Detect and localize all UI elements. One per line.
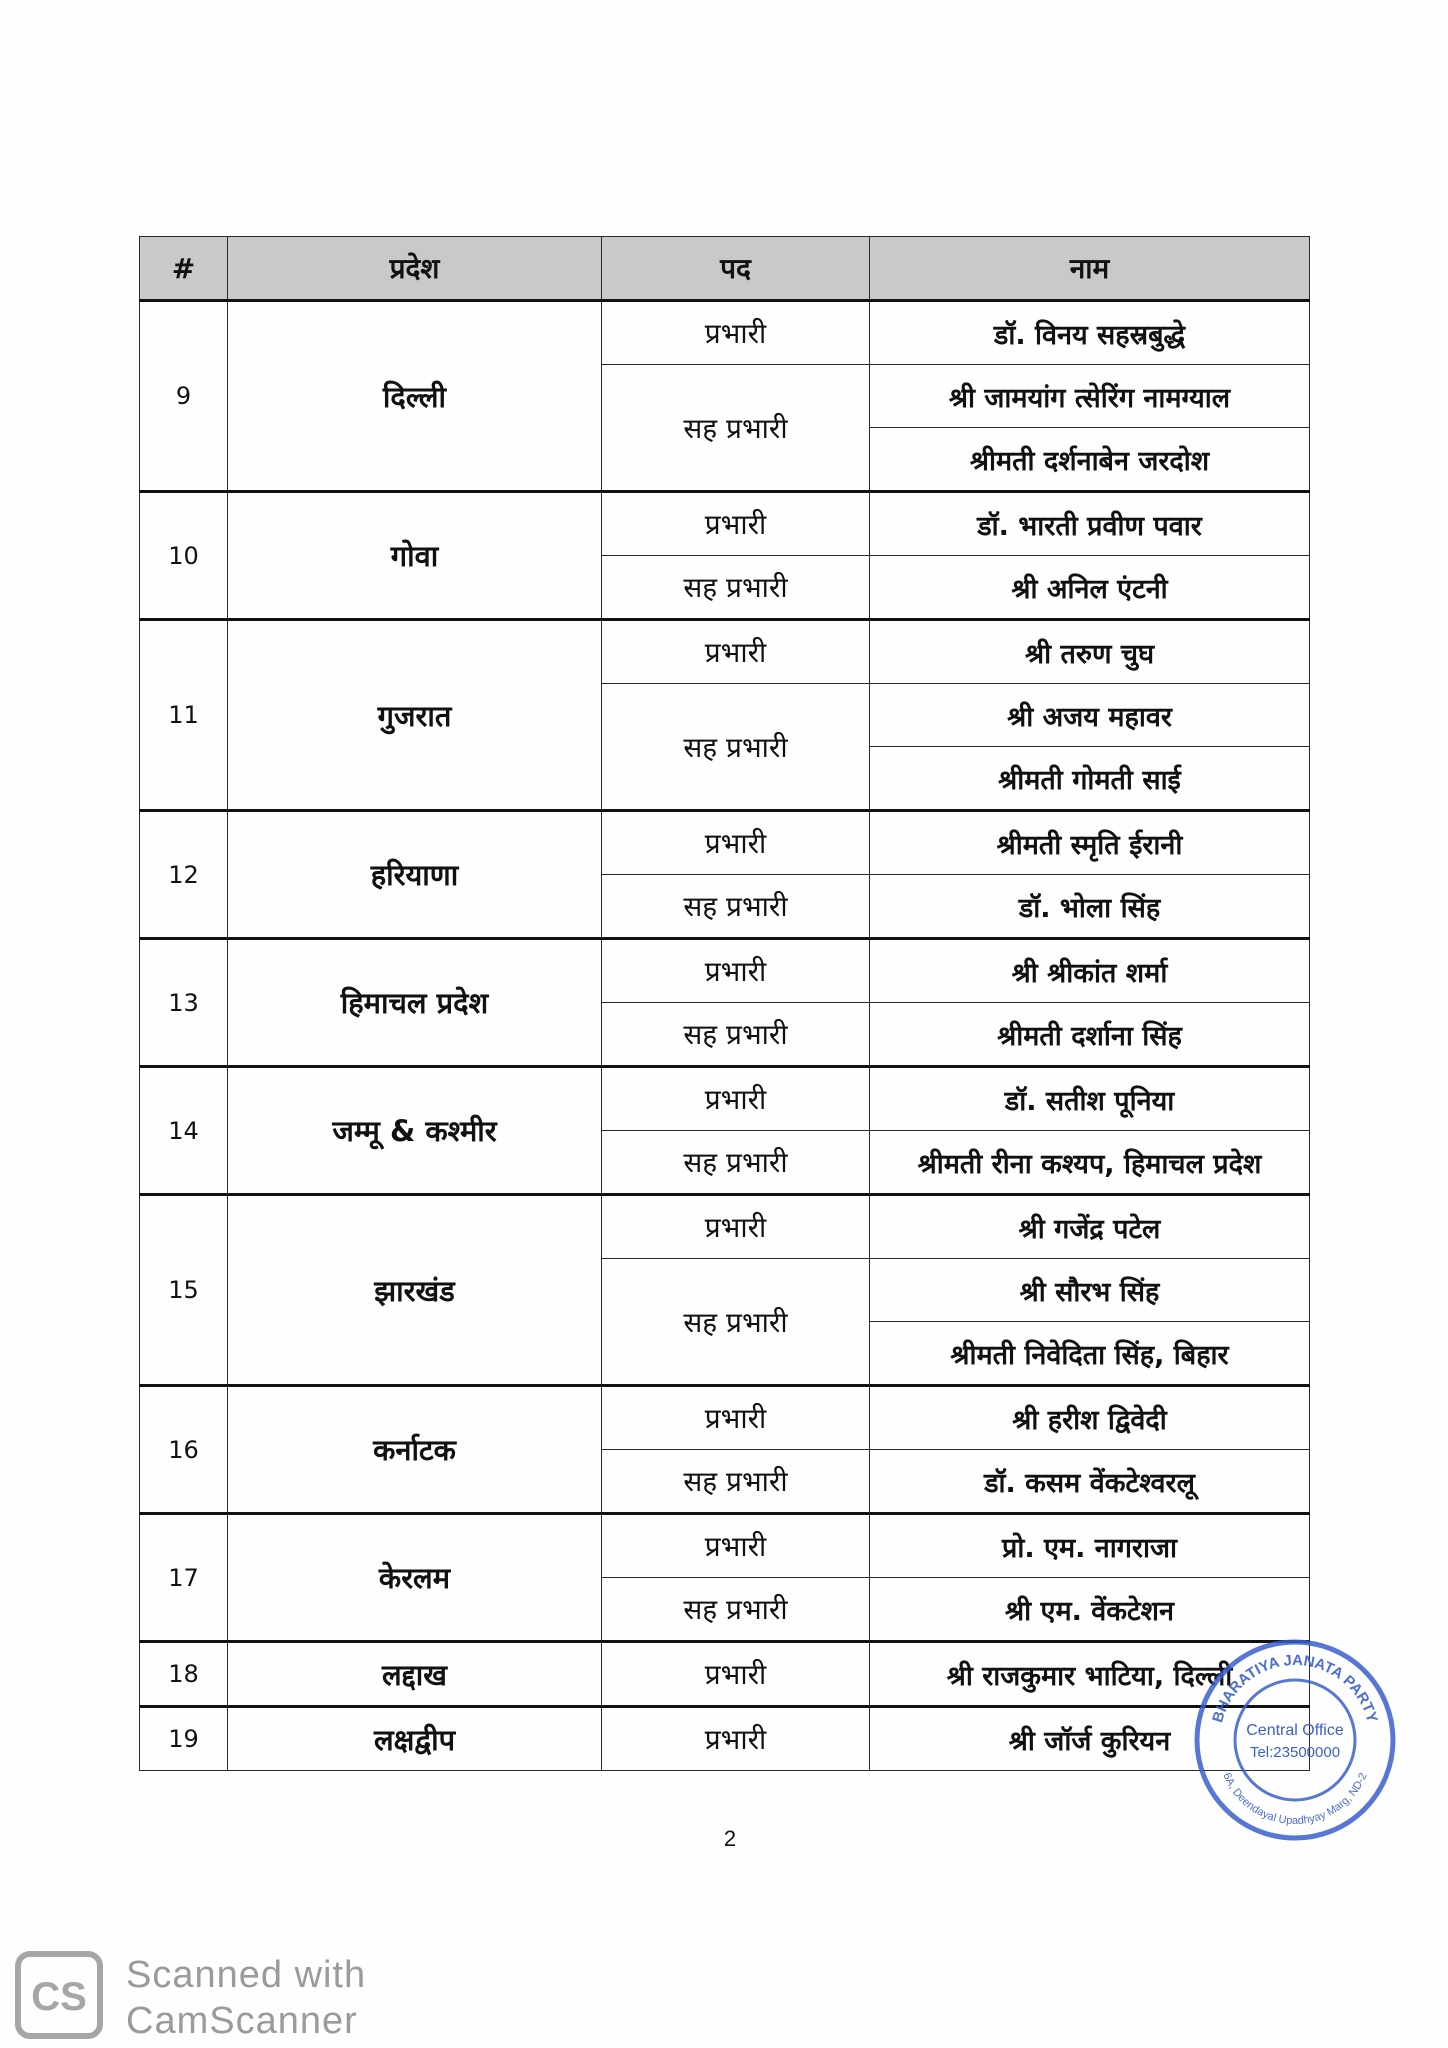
header-name: नाम	[870, 237, 1310, 301]
stamp-ring-text: BHARATIYA JANATA PARTY	[1209, 1651, 1381, 1725]
state-group	[140, 301, 1310, 492]
state-group	[140, 1386, 1310, 1514]
post-title: प्रभारी	[602, 1386, 870, 1450]
row-number: 12	[140, 811, 228, 939]
state-name: कर्नाटक	[228, 1386, 602, 1514]
person-name: श्री राजकुमार भाटिया, दिल्ली	[870, 1642, 1310, 1707]
table-row	[140, 492, 1310, 556]
state-name: गोवा	[228, 492, 602, 620]
state-group	[140, 1514, 1310, 1642]
person-name: डॉ. सतीश पूनिया	[870, 1067, 1310, 1131]
row-number: 18	[140, 1642, 228, 1707]
post-title: प्रभारी	[602, 620, 870, 684]
state-name: झारखंड	[228, 1195, 602, 1386]
person-name: श्री अनिल एंटनी	[870, 556, 1310, 620]
camscanner-logo-icon	[14, 1950, 104, 2040]
table-row	[140, 1642, 1310, 1707]
state-group	[140, 1642, 1310, 1707]
post-title: प्रभारी	[602, 1514, 870, 1578]
person-name: श्री तरुण चुघ	[870, 620, 1310, 684]
state-group	[140, 492, 1310, 620]
person-name: डॉ. भारती प्रवीण पवार	[870, 492, 1310, 556]
row-number: 16	[140, 1386, 228, 1514]
post-title: सह प्रभारी	[602, 684, 870, 811]
post-title: सह प्रभारी	[602, 1003, 870, 1067]
person-name: डॉ. कसम वेंकटेश्वरलू	[870, 1450, 1310, 1514]
state-group	[140, 1067, 1310, 1195]
post-title: प्रभारी	[602, 1195, 870, 1259]
post-title: प्रभारी	[602, 811, 870, 875]
person-name: श्रीमती स्मृति ईरानी	[870, 811, 1310, 875]
person-name: श्री सौरभ सिंह	[870, 1259, 1310, 1322]
person-name: श्रीमती रीना कश्यप, हिमाचल प्रदेश	[870, 1131, 1310, 1195]
table-row	[140, 620, 1310, 684]
camscanner-logo-text: CS	[31, 1975, 87, 2019]
person-name: डॉ. विनय सहस्रबुद्धे	[870, 301, 1310, 365]
row-number: 10	[140, 492, 228, 620]
row-number: 19	[140, 1707, 228, 1771]
state-name: दिल्ली	[228, 301, 602, 492]
post-title: प्रभारी	[602, 492, 870, 556]
header-number: #	[140, 237, 228, 301]
scanned-with-watermark	[126, 1952, 366, 2044]
post-title: सह प्रभारी	[602, 365, 870, 492]
person-name: श्री जामयांग त्सेरिंग नामग्याल	[870, 365, 1310, 428]
state-name: गुजरात	[228, 620, 602, 811]
post-title: प्रभारी	[602, 1707, 870, 1771]
post-title: सह प्रभारी	[602, 556, 870, 620]
post-title: प्रभारी	[602, 939, 870, 1003]
table-row	[140, 301, 1310, 365]
table-row	[140, 939, 1310, 1003]
table-row	[140, 1514, 1310, 1578]
post-title: सह प्रभारी	[602, 1450, 870, 1514]
watermark-line-1: Scanned with	[126, 1954, 367, 1996]
table-row	[140, 1195, 1310, 1259]
state-name: केरलम	[228, 1514, 602, 1642]
header-post: पद	[602, 237, 870, 301]
page-number: 2	[723, 1826, 737, 1851]
person-name: श्री एम. वेंकटेशन	[870, 1578, 1310, 1642]
table-row	[140, 811, 1310, 875]
row-number: 11	[140, 620, 228, 811]
person-name: श्रीमती गोमती साई	[870, 747, 1310, 811]
state-name: हरियाणा	[228, 811, 602, 939]
stamp-center-line2: Tel:23500000	[1249, 1744, 1341, 1761]
row-number: 17	[140, 1514, 228, 1642]
person-name: श्री श्रीकांत शर्मा	[870, 939, 1310, 1003]
row-number: 14	[140, 1067, 228, 1195]
state-name: लक्षद्वीप	[228, 1707, 602, 1771]
person-name: श्री हरीश द्विवेदी	[870, 1386, 1310, 1450]
table-row	[140, 1707, 1310, 1771]
state-name: लद्दाख	[228, 1642, 602, 1707]
post-title: प्रभारी	[602, 1642, 870, 1707]
table-row	[140, 1067, 1310, 1131]
row-number: 9	[140, 301, 228, 492]
person-name: श्रीमती निवेदिता सिंह, बिहार	[870, 1322, 1310, 1386]
person-name: श्री गजेंद्र पटेल	[870, 1195, 1310, 1259]
header-state: प्रदेश	[228, 237, 602, 301]
post-title: सह प्रभारी	[602, 875, 870, 939]
post-title: सह प्रभारी	[602, 1131, 870, 1195]
person-name: डॉ. भोला सिंह	[870, 875, 1310, 939]
post-title: सह प्रभारी	[602, 1259, 870, 1386]
post-title: सह प्रभारी	[602, 1578, 870, 1642]
party-seal-stamp	[1190, 1635, 1400, 1845]
person-name: श्रीमती दर्शनाबेन जरदोश	[870, 428, 1310, 492]
state-group	[140, 811, 1310, 939]
stamp-address-text: 6A, Deendayal Upadhyay Marg, ND-2	[1220, 1771, 1370, 1827]
state-group	[140, 1195, 1310, 1386]
person-name: श्री अजय महावर	[870, 684, 1310, 747]
table-header-row	[140, 237, 1310, 301]
row-number: 15	[140, 1195, 228, 1386]
state-group	[140, 939, 1310, 1067]
person-name: प्रो. एम. नागराजा	[870, 1514, 1310, 1578]
row-number: 13	[140, 939, 228, 1067]
person-name: श्रीमती दर्शाना सिंह	[870, 1003, 1310, 1067]
stamp-center-line1: Central Office	[1246, 1722, 1344, 1739]
incharge-table	[139, 236, 1310, 1771]
state-group	[140, 620, 1310, 811]
post-title: प्रभारी	[602, 301, 870, 365]
person-name: श्री जॉर्ज कुरियन	[870, 1707, 1310, 1771]
state-group	[140, 1707, 1310, 1771]
state-name: जम्मू & कश्मीर	[228, 1067, 602, 1195]
watermark-line-2: CamScanner	[126, 2000, 358, 2042]
post-title: प्रभारी	[602, 1067, 870, 1131]
state-name: हिमाचल प्रदेश	[228, 939, 602, 1067]
table-row	[140, 1386, 1310, 1450]
